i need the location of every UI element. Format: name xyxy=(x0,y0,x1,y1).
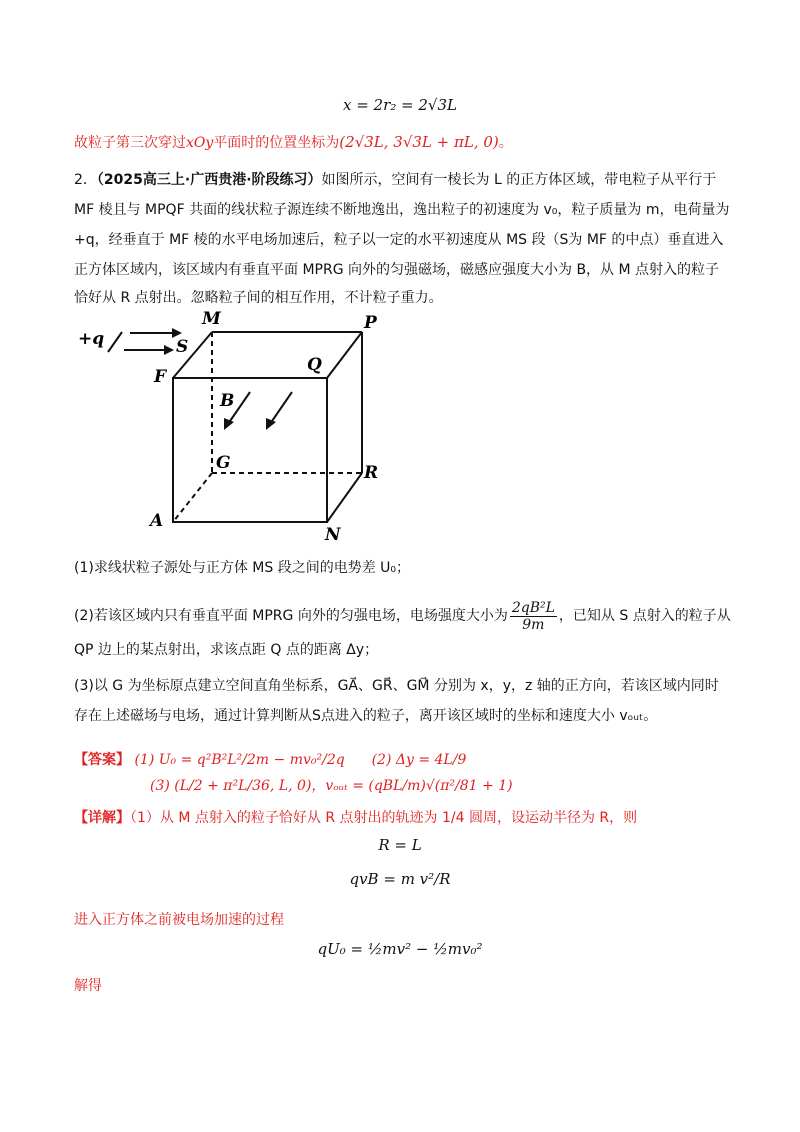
vertex-label-m: M xyxy=(202,309,221,329)
explanation-line-2: 进入正方体之前被电场加速的过程 xyxy=(74,912,284,928)
question-2-line-1: (2)若该区域内只有垂直平面 MPRG 向外的匀强电场，电场强度大小为 $\frac{\text{2qB²L}}{9m}$ ，已知从 S 点射入的粒子从 xyxy=(74,599,731,633)
explanation-eq-1: R = L xyxy=(378,836,422,854)
answer-1: (1) U₀ = q²B²L²/2m − mv₀²/2q xyxy=(134,752,345,768)
answer-tag: 【答案】 xyxy=(74,752,130,768)
vertex-label-a: A xyxy=(150,511,164,531)
problem-line-2: MF 棱且与 MPQF 共面的线状粒子源连续不断地逸出，逸出粒子的初速度为 v₀，粒子质量为 m，电荷量为 xyxy=(74,202,730,218)
explanation-eq-3: qU₀ = ½mv² − ½mv₀² xyxy=(317,940,483,958)
explanation-line-3: 解得 xyxy=(74,978,102,994)
problem-line-3: +q，经垂直于 MF 棱的水平电场加速后，粒子以一定的水平初速度从 MS 段（S为 MF 的中点）垂直进入 xyxy=(74,232,724,248)
previous-conclusion: 故粒子第三次穿过xOy平面时的位置坐标为(2√3L, 3√3L + πL, 0)。 xyxy=(74,133,513,151)
vertex-label-p: P xyxy=(364,313,377,333)
problem-line-1: 2．（2025高三上·广西贵港·阶段练习）如图所示，空间有一棱长为 L 的正方体区域，带电粒子从平行于 xyxy=(74,172,717,188)
question-2-line-2: QP 边上的某点射出，求该点距 Q 点的距离 Δy； xyxy=(74,642,379,658)
vertex-label-r: R xyxy=(364,463,379,483)
question-1: (1)求线状粒子源处与正方体 MS 段之间的电势差 U₀； xyxy=(74,560,411,576)
point-label-s: S xyxy=(176,337,189,357)
cube-diagram xyxy=(70,300,400,545)
source-line xyxy=(108,332,122,352)
problem-line-4: 正方体区域内，该区域内有垂直平面 MPRG 向外的匀强磁场，磁感应强度大小为 B，从 M 点射入的粒子 xyxy=(74,262,720,278)
field-arrow-2 xyxy=(270,392,292,424)
explanation-line-1: 【详解】（1）从 M 点射入的粒子恰好从 R 点射出的轨迹为 1/4 圆周，设运动半径为 R，则 xyxy=(74,810,638,826)
answer-block-2 xyxy=(150,774,513,798)
vertex-label-n: N xyxy=(325,525,341,545)
question-3-line-2: 存在上述磁场与电场，通过计算判断从S点进入的粒子，离开该区域时的坐标和速度大小 vₒᵤₜ。 xyxy=(74,708,658,724)
cube-front-face xyxy=(173,378,327,522)
vertex-label-f: F xyxy=(154,367,167,387)
charge-label: +q xyxy=(78,329,105,349)
top-equation: x = 2r₂ = 2√3L xyxy=(342,96,457,114)
field-label-b: B xyxy=(220,391,235,411)
field-strength-fraction: $\frac{\text{2qB²L}}{9m}$ xyxy=(511,599,555,633)
answer-2: (2) Δy = 4L/9 xyxy=(371,752,467,768)
problem-line-5: 恰好从 R 点射出。忽略粒子间的相互作用，不计粒子重力。 xyxy=(74,290,443,306)
vertex-label-q: Q xyxy=(307,355,322,375)
vertex-label-g: G xyxy=(216,453,231,473)
explanation-eq-2: qvB = m v²/R xyxy=(349,870,451,888)
answer-block xyxy=(74,746,489,774)
answer-3: (3) (L/2 + π²L/36, L, 0)，vₒᵤₜ = (qBL/m)√(π²/81 + 1) xyxy=(150,778,513,794)
question-3-line-1: (3)以 G 为坐标原点建立空间直角坐标系，GA⃗、GR⃗、GM⃗ 分别为 x，y，z 轴的正方向，若该区域内同时 xyxy=(74,678,719,694)
